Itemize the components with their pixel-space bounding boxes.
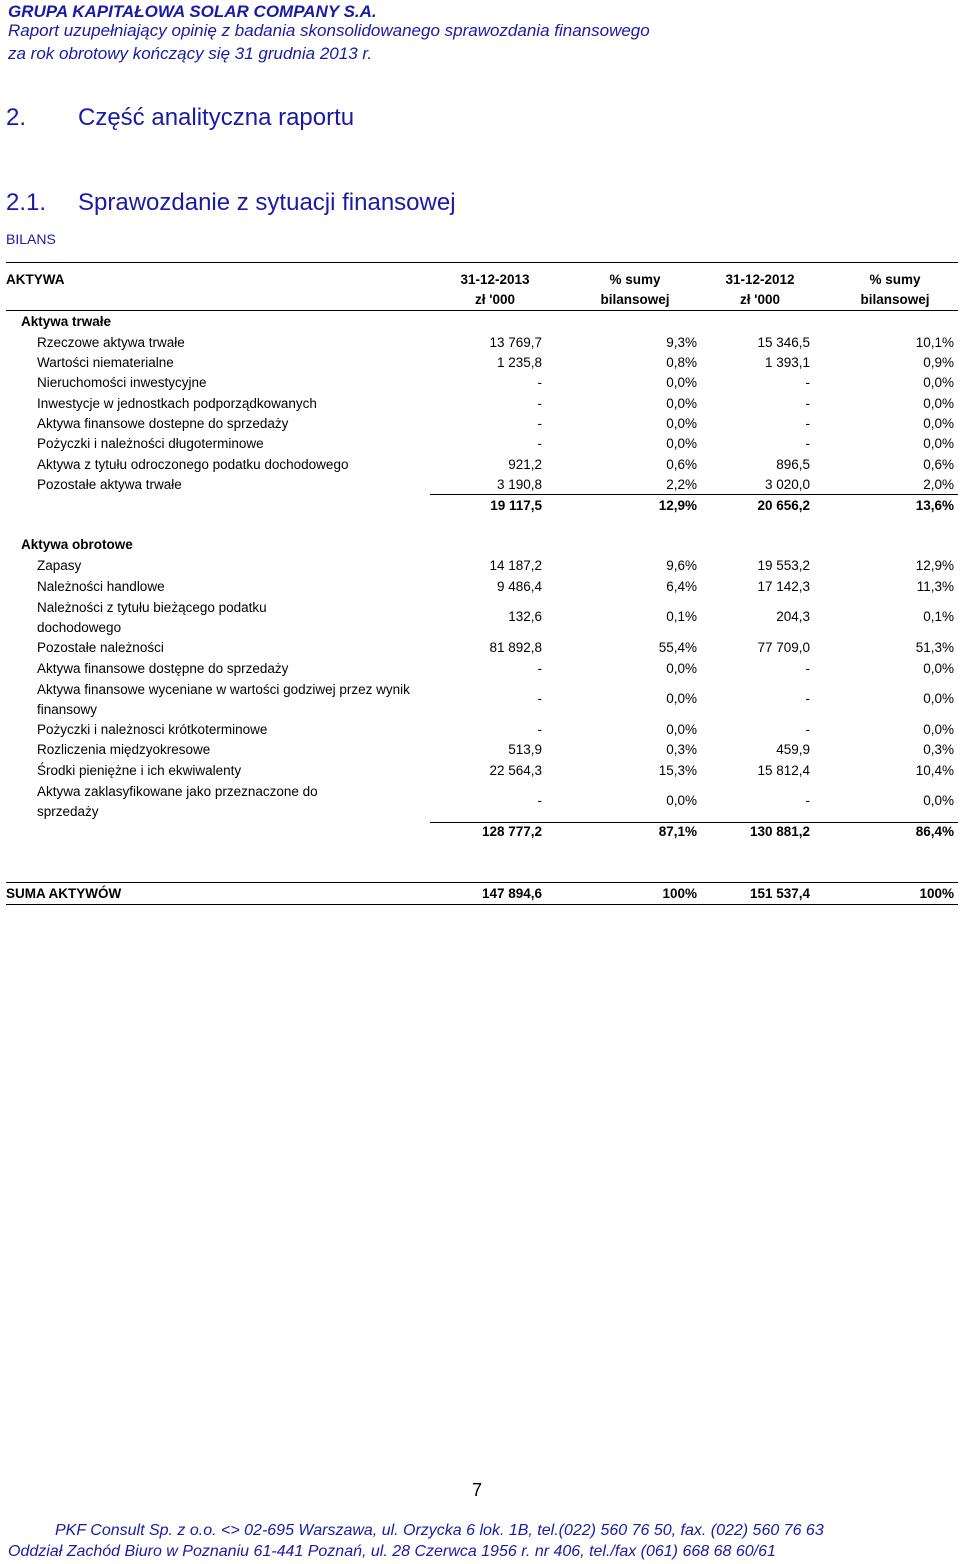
company-name: GRUPA KAPITAŁOWA SOLAR COMPANY S.A.	[8, 2, 377, 21]
col1-unit: zł '000	[475, 292, 515, 307]
value-2013: -	[537, 416, 542, 431]
value-2013: 132,6	[508, 609, 542, 624]
value-2012: -	[805, 396, 810, 411]
table-row	[0, 333, 960, 353]
table-row	[0, 475, 960, 495]
table-row	[0, 740, 960, 760]
table-row	[0, 414, 960, 434]
share-2012: 0,3%	[923, 742, 954, 757]
share-2012: 10,1%	[915, 335, 954, 350]
col3-date: 31-12-2012	[725, 272, 795, 287]
table-row	[0, 638, 960, 658]
row-label: Pożyczki i należności długoterminowe	[37, 436, 264, 451]
share-2012: 2,0%	[923, 477, 954, 492]
value-2012: 1 393,1	[764, 355, 810, 370]
col4-header: % sumy	[869, 272, 921, 287]
row-label: Aktywa zaklasyfikowane jako przeznaczone do sprzedaży	[37, 784, 318, 819]
value-2013: 513,9	[508, 742, 542, 757]
value-2012: 19 553,2	[757, 558, 810, 573]
value-2012: -	[805, 691, 810, 706]
sum-bottom-rule	[6, 904, 958, 905]
report-subtitle: Raport uzupełniający opinię z badania skonsolidowanego sprawozdania finansowego	[8, 21, 650, 40]
row-label: Inwestycje w jednostkach podporządkowanych	[37, 396, 317, 411]
row-label: Pożyczki i należnosci krótkoterminowe	[37, 722, 268, 737]
fixed-assets-title: Aktywa trwałe	[21, 314, 112, 329]
total-share-2012: 86,4%	[915, 824, 954, 839]
value-2013: -	[537, 793, 542, 808]
row-label: Zapasy	[37, 558, 82, 573]
table-row	[0, 455, 960, 475]
table-row	[0, 761, 960, 781]
row-label: Wartości niematerialne	[37, 355, 174, 370]
total-assets-2012: 151 537,4	[749, 886, 810, 901]
value-2012: -	[805, 793, 810, 808]
value-2012: 896,5	[776, 457, 810, 472]
table-row	[0, 556, 960, 576]
share-2012: 0,0%	[923, 661, 954, 676]
share-2012: 12,9%	[915, 558, 954, 573]
value-2012: 15 346,5	[757, 335, 810, 350]
col4-header-sub: bilansowej	[860, 292, 930, 307]
section-2-1-number: 2.1.	[6, 189, 47, 216]
row-label: Środki pieniężne i ich ekwiwalenty	[37, 763, 242, 778]
value-2013: -	[537, 691, 542, 706]
fixed-subtotal-rule	[430, 494, 958, 495]
col2-header: % sumy	[609, 272, 661, 287]
value-2012: 204,3	[776, 609, 810, 624]
fixed-assets-total-row	[0, 496, 960, 516]
value-2013: 9 486,4	[496, 579, 542, 594]
col3-unit: zł '000	[740, 292, 780, 307]
value-2013: 22 564,3	[489, 763, 542, 778]
section-2-number: 2.	[6, 104, 27, 131]
row-label: Rozliczenia międzyokresowe	[37, 742, 211, 757]
table-row	[0, 682, 960, 717]
share-2012: 0,1%	[923, 609, 954, 624]
share-2012: 0,0%	[923, 793, 954, 808]
row-label: Pozostałe należności	[37, 640, 164, 655]
share-2013: 9,3%	[666, 335, 697, 350]
total-assets-share-2012: 100%	[919, 886, 954, 901]
section-2-1-title: Sprawozdanie z sytuacji finansowej	[78, 189, 456, 216]
row-label: Aktywa finansowe wyceniane w wartości godziwej przez wynik finansowy	[37, 682, 410, 717]
value-2012: -	[805, 661, 810, 676]
value-2013: 14 187,2	[489, 558, 542, 573]
total-2012: 130 881,2	[749, 824, 810, 839]
value-2013: 3 190,8	[496, 477, 542, 492]
value-2013: -	[537, 375, 542, 390]
footer-address: PKF Consult Sp. z o.o. <> 02-695 Warszawa, ul. Orzycka 6 lok. 1B, tel.(022) 560 76 50, fax. (022) 560 76 63	[55, 1522, 824, 1539]
share-2012: 0,0%	[923, 691, 954, 706]
report-period: za rok obrotowy kończący się 31 grudnia 2013 r.	[8, 44, 373, 63]
share-2013: 0,1%	[666, 609, 697, 624]
share-2012: 0,0%	[923, 722, 954, 737]
section-2-title: Część analityczna raportu	[78, 104, 355, 131]
total-assets-label: SUMA AKTYWÓW	[6, 886, 122, 901]
share-2013: 0,0%	[666, 396, 697, 411]
share-2012: 11,3%	[916, 579, 954, 594]
total-2012: 20 656,2	[757, 498, 810, 513]
share-2013: 2,2%	[666, 477, 697, 492]
share-2013: 55,4%	[658, 640, 697, 655]
table-row	[0, 394, 960, 414]
share-2013: 0,0%	[666, 793, 697, 808]
share-2012: 0,0%	[923, 436, 954, 451]
row-label: Rzeczowe aktywa trwałe	[37, 335, 185, 350]
header-bottom-rule	[6, 310, 958, 311]
share-2013: 0,8%	[666, 355, 697, 370]
value-2013: -	[537, 436, 542, 451]
total-assets-share-2013: 100%	[662, 886, 697, 901]
row-label: Pozostałe aktywa trwałe	[37, 477, 182, 492]
value-2013: 81 892,8	[489, 640, 542, 655]
row-label: Aktywa z tytułu odroczonego podatku dochodowego	[37, 457, 349, 472]
value-2013: -	[537, 661, 542, 676]
row-label: Należności z tytułu bieżącego podatku dochodowego	[37, 600, 267, 635]
value-2013: 1 235,8	[496, 355, 542, 370]
footer-branch: Oddział Zachód Biuro w Poznaniu 61-441 Poznań, ul. 28 Czerwca 1956 r. nr 406, tel./fax (061) 668 68 60/61	[8, 1543, 776, 1560]
value-2012: 15 812,4	[757, 763, 810, 778]
share-2013: 0,6%	[666, 457, 697, 472]
row-label: Aktywa finansowe dostępne do sprzedaży	[37, 661, 289, 676]
value-2012: 77 709,0	[757, 640, 810, 655]
share-2013: 0,0%	[666, 722, 697, 737]
row-label: Należności handlowe	[37, 579, 165, 594]
share-2013: 0,0%	[666, 661, 697, 676]
total-2013: 19 117,5	[490, 498, 542, 513]
value-2013: 921,2	[508, 457, 542, 472]
share-2012: 0,0%	[923, 396, 954, 411]
share-2013: 6,4%	[666, 579, 697, 594]
share-2013: 9,6%	[666, 558, 697, 573]
value-2012: -	[805, 722, 810, 737]
value-2012: -	[805, 416, 810, 431]
table-top-rule	[6, 262, 958, 263]
row-label: Aktywa finansowe dostepne do sprzedaży	[37, 416, 289, 431]
value-2012: -	[805, 436, 810, 451]
row-label: Nieruchomości inwestycyjne	[37, 375, 207, 390]
share-2012: 0,0%	[923, 416, 954, 431]
table-row	[0, 373, 960, 393]
bilans-label: BILANS	[6, 231, 56, 247]
share-2013: 15,3%	[658, 763, 697, 778]
current-assets-title: Aktywa obrotowe	[21, 537, 133, 552]
share-2012: 0,9%	[923, 355, 954, 370]
aktywa-heading: AKTYWA	[6, 272, 65, 287]
value-2013: 13 769,7	[489, 335, 542, 350]
value-2012: 459,9	[776, 742, 810, 757]
share-2013: 0,0%	[666, 375, 697, 390]
share-2013: 0,0%	[666, 416, 697, 431]
total-assets-row	[0, 884, 960, 904]
total-share-2013: 12,9%	[658, 498, 697, 513]
table-row	[0, 600, 960, 635]
share-2013: 0,0%	[666, 691, 697, 706]
value-2012: 17 142,3	[757, 579, 810, 594]
col2-header-sub: bilansowej	[600, 292, 670, 307]
current-assets-total-row	[0, 822, 960, 842]
value-2013: -	[537, 722, 542, 737]
table-row	[0, 353, 960, 373]
page-number: 7	[472, 1480, 483, 1500]
table-row	[0, 577, 960, 597]
share-2012: 10,4%	[915, 763, 954, 778]
total-2013: 128 777,2	[481, 824, 542, 839]
share-2013: 0,0%	[666, 436, 697, 451]
total-share-2013: 87,1%	[658, 824, 697, 839]
total-share-2012: 13,6%	[915, 498, 954, 513]
sum-top-rule	[6, 882, 958, 883]
table-row	[0, 784, 960, 819]
value-2012: -	[805, 375, 810, 390]
col1-date: 31-12-2013	[460, 272, 530, 287]
value-2013: -	[537, 396, 542, 411]
share-2012: 0,6%	[923, 457, 954, 472]
share-2012: 51,3%	[915, 640, 954, 655]
table-row	[0, 434, 960, 454]
share-2013: 0,3%	[666, 742, 697, 757]
share-2012: 0,0%	[923, 375, 954, 390]
table-row	[0, 659, 960, 679]
total-assets-2013: 147 894,6	[481, 886, 542, 901]
value-2012: 3 020,0	[764, 477, 810, 492]
table-row	[0, 720, 960, 740]
